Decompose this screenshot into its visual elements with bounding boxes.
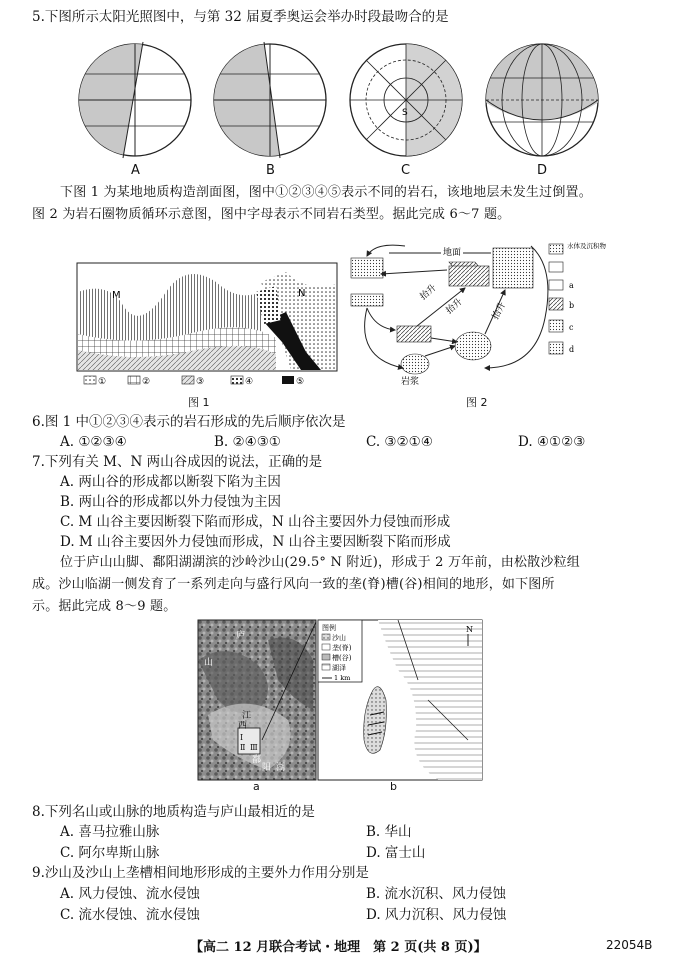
figure-2-rock-cycle [345,238,606,388]
map-a-iii: Ⅲ [250,743,258,752]
intro-6-7-line2: 图 2 为岩石圈物质循环示意图，图中字母表示不同岩石类型。据此完成 6～7 题。 [32,207,511,222]
q6-option-a[interactable]: A. ①②③④ [60,434,127,450]
q5-globe-b [210,40,330,160]
map-b-sand-dune [318,620,482,780]
q7-option-c[interactable]: C. M 山谷主要因断裂下陷而形成，N 山谷主要因外力侵蚀而形成 [60,514,451,530]
q5-label-b: B [266,163,275,178]
fig2-uplift-2: 抬升 [444,297,465,317]
fig2-legend-d: d [569,345,575,354]
map-a-i: Ⅰ [240,733,244,742]
q9-option-a[interactable]: A. 风力侵蚀、流水侵蚀 [60,886,200,902]
fig2-uplift-1: 抬升 [418,283,439,303]
intro-8-9-line2: 成。沙山临湖一侧发育了一系列走向与盛行风向一致的垄(脊)槽(谷)相间的地形，如下图所 [32,577,555,592]
q8-stem: 8.下列名山或山脉的地质构造与庐山最相近的是 [32,804,315,820]
map-b-scale: 1 km [334,674,351,682]
q9-option-d[interactable]: D. 风力沉积、风力侵蚀 [366,907,507,923]
map-b-legend-sand: 沙山 [332,634,346,642]
q9-option-c[interactable]: C. 流水侵蚀、流水侵蚀 [60,907,200,923]
q8-option-c[interactable]: C. 阿尔卑斯山脉 [60,845,160,861]
map-a-po: 鄱 [252,755,262,765]
q5-label-d: D [537,163,548,178]
map-b-north: N [466,625,473,634]
map-caption-a: a [253,780,260,793]
fig1-legend-1: ① [98,377,107,387]
svg-text:S: S [402,108,408,118]
fig1-label-n: N [298,288,306,299]
q7-option-d[interactable]: D. M 山谷主要因外力侵蚀而形成，N 山谷主要因断裂下陷而形成 [60,534,451,550]
q5-globe-d [482,40,602,160]
q8-option-b[interactable]: B. 华山 [366,824,412,840]
fig2-uplift-3: 抬升 [490,300,509,322]
q5-label-c: C [401,163,411,178]
fig1-caption: 图 1 [188,396,210,409]
fig1-legend-2: ② [142,377,151,387]
q7-stem: 7.下列有关 M、N 两山谷成因的说法，正确的是 [32,454,323,470]
fig2-legend-b: b [569,301,575,310]
q6-option-c[interactable]: C. ③②①④ [366,434,433,450]
map-a-shan: 山 [204,658,214,668]
intro-8-9-line3: 示。据此完成 8～9 题。 [32,599,177,614]
intro-6-7-line1: 下图 1 为某地地质构造剖面图，图中①②③④⑤表示不同的岩石，该地地层未发生过倒置。 [60,185,592,200]
map-a-jiang: 江 [242,711,252,721]
fig2-legend-a: a [569,281,574,290]
q8-option-a[interactable]: A. 喜马拉雅山脉 [60,824,160,840]
map-b-legend-trough: 槽(谷) [332,654,352,662]
fig2-legend-c: c [569,323,574,332]
q6-stem: 6.图 1 中①②③④表示的岩石形成的先后顺序依次是 [32,414,346,430]
q6-option-d[interactable]: D. ④①②③ [518,434,586,450]
intro-8-9-line1: 位于庐山山脚、鄱阳湖湖滨的沙岭沙山(29.5° N 附近)，形成于 2 万年前，由松散沙粒组 [60,555,580,570]
fig1-legend-3: ③ [196,377,205,387]
figure-1-geologic-section [76,262,338,390]
fig1-label-m: M [112,290,121,301]
q5-globe-c [346,40,466,160]
map-a-hu: 湖 [276,763,286,773]
q7-option-b[interactable]: B. 两山谷的形成都以外力侵蚀为主因 [60,494,282,510]
q5-stem: 5.下图所示太阳光照图中，与第 32 届夏季奥运会举办时段最吻合的是 [32,9,449,25]
q5-globe-a [75,40,195,160]
fig2-ground-label: 地面 [443,248,462,258]
fig2-legend-water: 水体及沉积物 [567,242,606,250]
q9-option-b[interactable]: B. 流水沉积、风力侵蚀 [366,886,507,902]
page-footer: 【高二 12 月联合考试・地理 第 2 页(共 8 页)】 [190,940,487,955]
map-a-ii: Ⅱ [240,743,246,752]
map-a-xi: 西 [238,721,248,731]
fig1-legend-5: ⑤ [296,377,305,387]
q6-option-b[interactable]: B. ②④③① [214,434,281,450]
map-a-lu: 庐 [236,631,246,641]
map-caption-b: b [390,780,397,793]
q5-label-a: A [131,163,140,178]
map-b-legend-ridge: 垄(脊) [332,644,352,652]
q8-option-d[interactable]: D. 富士山 [366,845,426,861]
map-b-legend-lake: 湖泽 [332,664,346,672]
q7-option-a[interactable]: A. 两山谷的形成都以断裂下陷为主因 [60,474,281,490]
map-b-legend-title: 图例 [322,624,336,632]
paper-code: 22054B [606,938,653,952]
fig2-caption: 图 2 [466,396,488,409]
fig1-legend-4: ④ [245,377,254,387]
map-a-satellite [198,620,316,780]
map-a-yang: 阳 [262,763,272,773]
q9-stem: 9.沙山及沙山上垄槽相间地形形成的主要外力作用分别是 [32,865,369,881]
fig2-magma-label: 岩浆 [401,377,420,387]
